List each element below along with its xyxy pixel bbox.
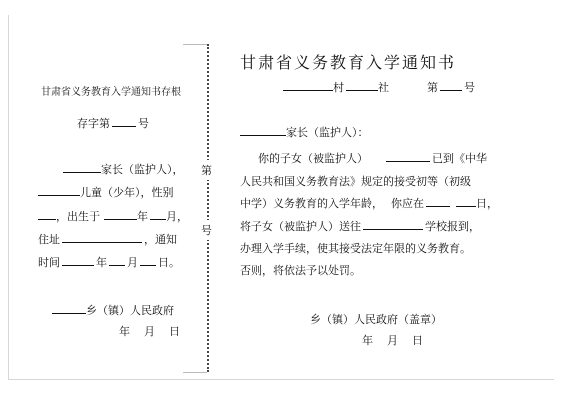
stub-notify-label: ，通知 xyxy=(144,233,177,246)
stub-year-label: 年 xyxy=(137,210,148,223)
stub-month-label: 月 xyxy=(166,210,177,223)
seam-char-hao: 号 xyxy=(201,220,212,240)
number-prefix: 第 xyxy=(427,81,438,94)
stub-line-address xyxy=(38,231,177,247)
guardian-label: 家长（监护人）： xyxy=(286,126,369,139)
notice-body-line-2: 人民共和国义务教育法》规定的接受初等（初级 xyxy=(240,175,471,188)
stub-government-blank[interactable] xyxy=(52,302,86,314)
notice-date-day: 日 xyxy=(412,334,423,347)
report-date-blank[interactable] xyxy=(426,195,450,207)
community-label: 社 xyxy=(378,81,389,94)
notice-guardian-line xyxy=(240,124,369,140)
body-text-3a: 中学）义务教育的入学年龄， xyxy=(240,197,383,210)
notice-date xyxy=(362,332,423,348)
notice-government-seal: 乡（镇）人民政府（盖章） xyxy=(310,313,442,326)
notice-title: 甘肃省义务教育入学通知书 xyxy=(240,53,457,72)
number-suffix: 号 xyxy=(464,81,475,94)
perforation-tick-bottom xyxy=(183,372,207,373)
community-blank[interactable] xyxy=(346,79,378,91)
notice-body-line-1 xyxy=(258,150,487,166)
stub-child-blank[interactable] xyxy=(38,184,80,196)
stub-line-birth: ，出生于 年 月， xyxy=(38,208,188,224)
stub-time-day-blank[interactable] xyxy=(140,254,156,266)
seam-char-di: 第 xyxy=(201,160,212,180)
stub-date xyxy=(119,323,180,339)
stub-time-year-label: 年 xyxy=(96,256,107,269)
stub-sex-blank[interactable] xyxy=(38,208,56,220)
body-text-4a: 将子女（被监护人）送往 xyxy=(240,220,361,233)
stub-serial-prefix: 存字第 xyxy=(77,117,110,130)
body-text-1a: 你的子女（被监护人） xyxy=(258,152,368,165)
notice-body-line-6: 否则，将依法予以处罚。 xyxy=(240,264,361,277)
stub-time-month-blank[interactable] xyxy=(109,254,125,266)
stub-time-day-label: 日。 xyxy=(158,256,180,269)
stub-birth-label: ，出生于 xyxy=(56,210,100,223)
body-text-4b: 学校报到， xyxy=(425,220,480,233)
school-name-blank[interactable] xyxy=(363,218,423,230)
notice-date-year: 年 xyxy=(362,334,373,347)
stub-serial xyxy=(77,115,149,131)
notice-date-month: 月 xyxy=(387,334,398,347)
stub-government xyxy=(52,302,174,318)
village-blank[interactable] xyxy=(283,79,333,91)
stub-line-time xyxy=(38,254,180,270)
stub-serial-blank[interactable] xyxy=(112,115,136,127)
stub-time-year-blank[interactable] xyxy=(62,254,94,266)
perforation-tick-top xyxy=(183,44,207,45)
stub-time-label: 时间 xyxy=(38,256,60,269)
body-text-3b: 你应在 xyxy=(391,197,424,210)
stub-line-child xyxy=(38,184,174,200)
stub-address-label: 住址 xyxy=(38,233,60,246)
stub-child-label: 儿童（少年），性别 xyxy=(80,186,174,199)
stub-address-blank[interactable] xyxy=(62,231,142,243)
guardian-blank[interactable] xyxy=(240,124,286,136)
perforation-line xyxy=(207,44,209,372)
stub-serial-suffix: 号 xyxy=(138,117,149,130)
stub-date-year: 年 xyxy=(119,325,130,338)
stub-date-month: 月 xyxy=(144,325,155,338)
notice-body-line-3 xyxy=(240,195,498,211)
stub-time-month-label: 月 xyxy=(127,256,138,269)
stub-birth-month-blank[interactable] xyxy=(150,208,166,220)
stub-government-label: 乡（镇）人民政府 xyxy=(86,304,174,317)
report-day-blank[interactable] xyxy=(456,195,476,207)
notice-body-line-4 xyxy=(240,218,480,234)
body-text-1b: 已到《中华 xyxy=(432,152,487,165)
village-label: 村 xyxy=(333,81,344,94)
stub-line-guardian xyxy=(63,161,184,177)
number-blank[interactable] xyxy=(440,79,462,91)
stub-guardian-label: 家长（监护人）， xyxy=(101,163,184,176)
child-name-blank[interactable] xyxy=(386,150,430,162)
stub-birth-year-blank[interactable] xyxy=(104,208,137,220)
notice-body-line-5: 办理入学手续，使其接受法定年限的义务教育。 xyxy=(240,242,471,255)
stub-guardian-blank[interactable] xyxy=(63,161,101,173)
body-text-3c: 日， xyxy=(476,197,498,210)
notice-location-line xyxy=(283,79,475,95)
stub-date-day: 日 xyxy=(169,325,180,338)
stub-title: 甘肃省义务教育入学通知书存根 xyxy=(41,87,181,98)
